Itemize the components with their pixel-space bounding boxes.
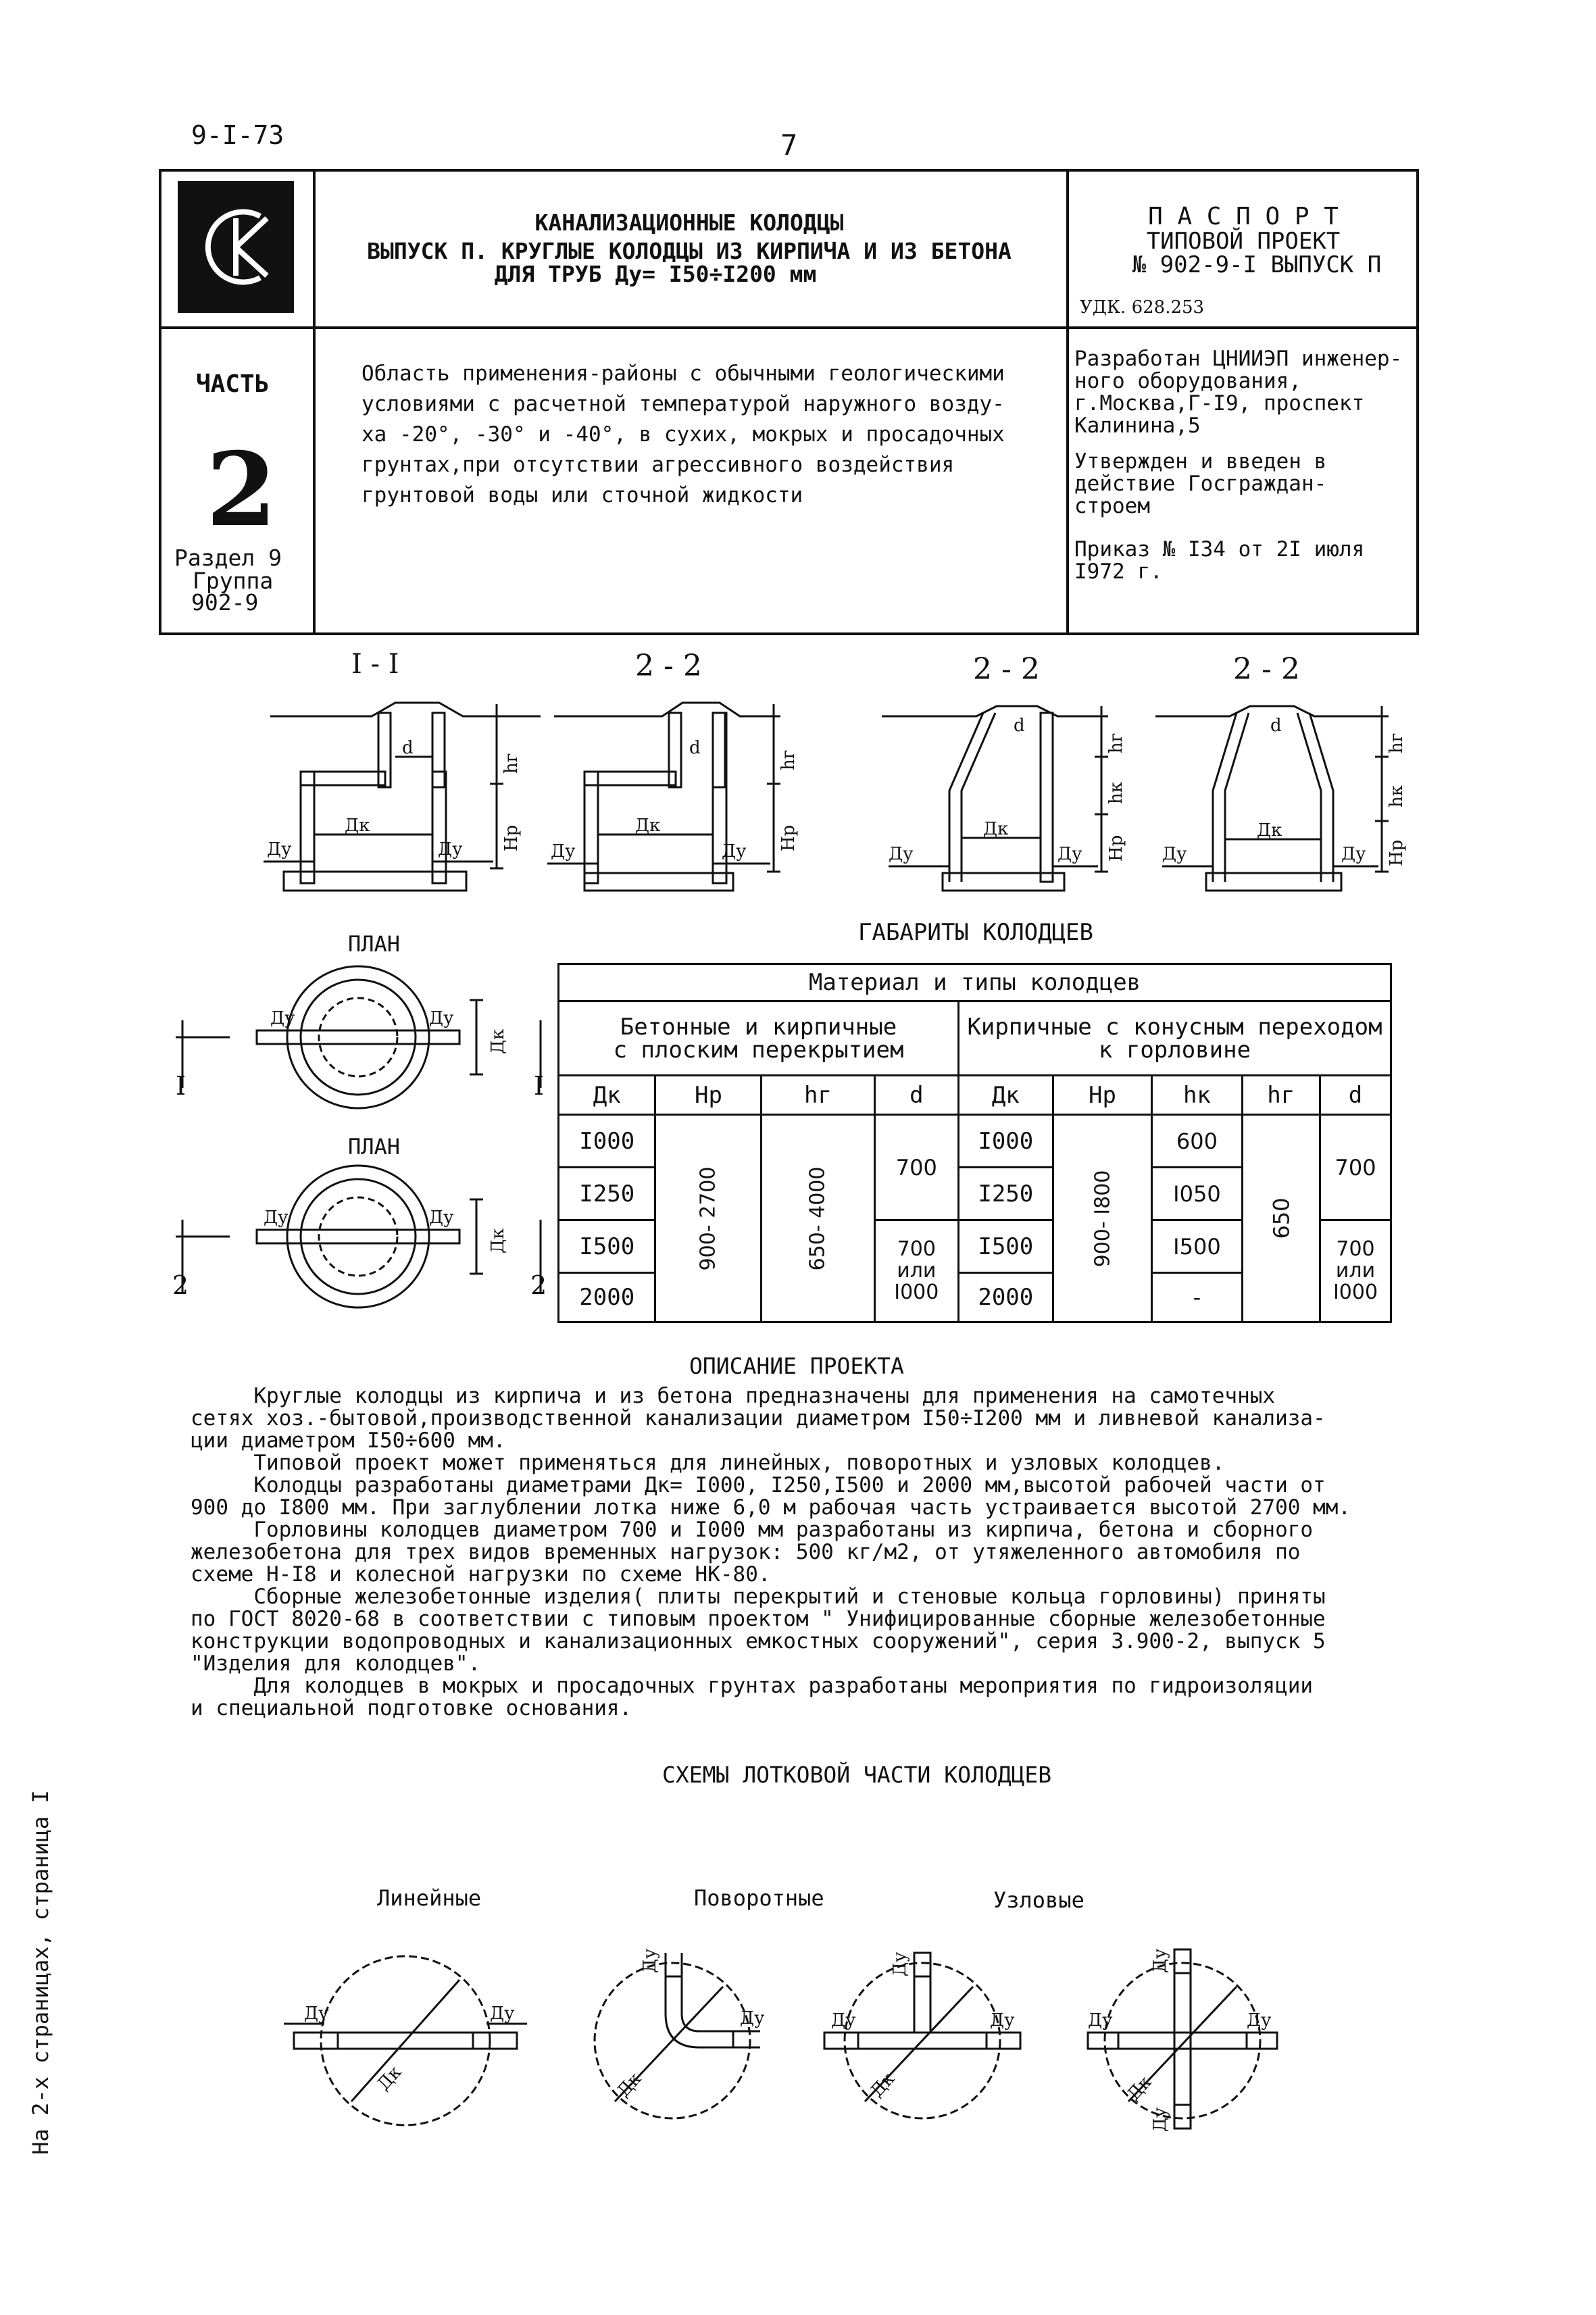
section-label-4: 2 - 2	[1233, 652, 1300, 687]
cell-dk: 2000	[559, 1273, 655, 1322]
description-title: ОПИСАНИЕ ПРОЕКТА	[689, 1353, 904, 1379]
udk-code: УДК. 628.253	[1080, 297, 1205, 318]
label-d: d	[1270, 716, 1282, 736]
scheme-label-turning: Поворотные	[694, 1885, 824, 1911]
label-hr: hг	[1106, 732, 1126, 753]
scope-line: грунтах,при отсутствии агрессивного воздействия	[361, 453, 955, 477]
description-line: Для колодцев в мокрых и просадочных грунтах разработаны мероприятия по гидроизоляции	[191, 1674, 1314, 1698]
description-line: "Изделия для колодцев".	[191, 1651, 481, 1676]
label-hp: Hр	[501, 824, 522, 851]
group-label: Группа	[193, 568, 274, 594]
section-label-3: 2 - 2	[973, 652, 1040, 687]
label-dk: Дк	[488, 1028, 508, 1054]
col-hr: hг	[762, 1076, 874, 1115]
developer-line: Калинина,5	[1074, 414, 1201, 438]
order-line: I972 г.	[1074, 559, 1163, 584]
label-d: d	[402, 738, 414, 758]
section-drawing-1-1	[264, 696, 568, 892]
cut-mark-2: 2	[172, 1270, 189, 1300]
title-line-3: ДЛЯ ТРУБ Ду= I50÷I200 мм	[494, 261, 817, 287]
scheme-nodal	[1081, 1933, 1284, 2149]
scope-line: Область применения-районы с обычными геологическими	[361, 362, 1005, 386]
description-line: и специальной подготовке основания.	[191, 1696, 632, 1720]
group-flat-header: Бетонные и кирпичные с плоским перекрытием	[559, 1001, 959, 1076]
label-du: Ду	[889, 844, 914, 864]
cell-dk: I000	[959, 1115, 1053, 1168]
col-dk: Дк	[559, 1076, 655, 1115]
cell-d: 700	[874, 1115, 958, 1220]
cell-dk: I000	[559, 1115, 655, 1168]
scheme-linear	[284, 1939, 527, 2142]
label-hp: Hр	[778, 824, 799, 851]
col-hr: hг	[1242, 1076, 1320, 1115]
cut-mark-1: I	[534, 1071, 545, 1101]
cell-hr-value: 650	[1242, 1115, 1320, 1322]
section-label-1: I - I	[351, 649, 399, 680]
col-hk: hк	[1152, 1076, 1242, 1115]
label-hr: hг	[778, 749, 799, 770]
description-line: железобетона для трех видов временных нагрузок: 500 кг/м2, от утяжеленного автомобиля по	[191, 1540, 1301, 1564]
section-label-2: 2 - 2	[635, 649, 702, 683]
margin-page-note: На 2-х страницах, страница I	[28, 1790, 53, 2155]
cell-hr-range: 650- 4000	[762, 1115, 874, 1322]
label-du: Ду	[1088, 2010, 1113, 2031]
approval-line: строем	[1074, 494, 1150, 518]
section-label: Раздел 9	[174, 545, 282, 571]
cell-hk: I050	[1152, 1168, 1242, 1220]
description-body	[191, 1385, 1407, 1720]
page-number: 7	[780, 128, 798, 161]
plan-drawing-2	[172, 1155, 554, 1324]
gabarity-table	[557, 963, 1392, 1323]
cell-dk: I500	[959, 1220, 1053, 1273]
scope-line: грунтовой воды или сточной жидкости	[361, 483, 803, 507]
label-du: Ду	[831, 2010, 856, 2031]
cell-dk: I250	[959, 1168, 1053, 1220]
passport-label: П А С П О Р Т	[1148, 203, 1339, 230]
scheme-label-linear: Линейные	[377, 1885, 482, 1911]
section-drawing-2-2-cone	[875, 696, 1172, 892]
label-dk: Дк	[983, 819, 1009, 839]
developer-line: г.Москва,Г-I9, проспект	[1074, 391, 1365, 416]
description-line: Горловины колодцев диаметром 700 и I000 мм разработаны из кирпича, бетона и сборного	[191, 1518, 1314, 1542]
label-d: d	[689, 738, 701, 758]
label-hk: hк	[1387, 785, 1407, 807]
label-d: d	[1014, 716, 1025, 736]
label-du: Ду	[722, 841, 747, 862]
description-line: по ГОСТ 8020-68 в соответствии с типовым проектом " Унифицированные сборные железобетонные	[191, 1607, 1326, 1631]
label-du: Ду	[1057, 844, 1082, 864]
label-dk: Дк	[635, 816, 661, 836]
label-du: Ду	[1247, 2010, 1272, 2031]
label-dk: Дк	[1257, 820, 1282, 841]
cell-d: 700	[1320, 1115, 1391, 1220]
approval-line: Утвержден и введен в	[1074, 449, 1327, 474]
label-hk: hк	[1106, 782, 1126, 804]
label-du: Ду	[264, 1208, 289, 1228]
section-drawing-2-2-flat	[547, 696, 845, 892]
cell-dk: I250	[559, 1168, 655, 1220]
label-hr: hг	[1387, 732, 1407, 753]
part-number: 2	[206, 430, 277, 549]
description-line: Сборные железобетонные изделия( плиты перекрытий и стеновые кольца горловины) приняты	[191, 1585, 1326, 1609]
description-line: Типовой проект может применяться для линейных, поворотных и узловых колодцев.	[191, 1451, 1225, 1475]
scope-line: условиями с расчетной температурой наружного возду-	[361, 392, 1005, 416]
label-dk: Дк	[613, 2068, 646, 2101]
label-dk: Дк	[373, 2062, 406, 2095]
passport-type: ТИПОВОЙ ПРОЕКТ	[1146, 228, 1341, 255]
label-du: Ду	[490, 2003, 515, 2024]
cell-hk: -	[1152, 1273, 1242, 1322]
label-du: Ду	[551, 841, 576, 862]
cell-hp-range: 900- I800	[1053, 1115, 1152, 1322]
cell-hk: I500	[1152, 1220, 1242, 1273]
label-dk: Дк	[1123, 2072, 1156, 2105]
cell-hk: 600	[1152, 1115, 1242, 1168]
title-line-2: ВЫПУСК П. КРУГЛЫЕ КОЛОДЦЫ ИЗ КИРПИЧА И ИЗ БЕТОНА	[367, 238, 1012, 264]
plan-label-1: ПЛАН	[348, 931, 401, 957]
label-du: Ду	[304, 2003, 329, 2024]
scope-line: ха -20°, -30° и -40°, в сухих, мокрых и просадочных	[361, 422, 1005, 447]
col-hp: Hр	[655, 1076, 762, 1115]
part-label: ЧАСТЬ	[196, 370, 270, 398]
label-hp: Hр	[1387, 839, 1407, 866]
cut-mark-2: 2	[530, 1270, 547, 1300]
label-du: Ду	[740, 2008, 765, 2028]
description-line: ции диаметром I50÷600 мм.	[191, 1428, 506, 1453]
document-code: 9-I-73	[191, 120, 284, 150]
label-du: Ду	[267, 839, 292, 860]
developer-line: Разработан ЦНИИЭП инженер-	[1074, 347, 1403, 371]
label-dk: Дк	[866, 2068, 899, 2101]
label-du: Ду	[990, 2010, 1015, 2031]
label-dk: Дк	[345, 816, 370, 836]
passport-number: № 902-9-I ВЫПУСК П	[1132, 251, 1382, 278]
gabarity-title: ГАБАРИТЫ КОЛОДЦЕВ	[858, 919, 1093, 946]
label-du: Ду	[640, 1948, 660, 1973]
order-line: Приказ № I34 от 2I июля	[1074, 537, 1365, 562]
scheme-label-nodal: Узловые	[993, 1887, 1084, 1913]
label-dk: Дк	[488, 1228, 508, 1253]
label-du: Ду	[1150, 2107, 1170, 2132]
col-d: d	[874, 1076, 958, 1115]
cell-hp-range: 900- 2700	[655, 1115, 762, 1322]
label-du: Ду	[270, 1008, 295, 1028]
label-du: Ду	[438, 839, 463, 860]
cell-dk: I500	[559, 1220, 655, 1273]
label-du: Ду	[429, 1008, 454, 1028]
group-cone-header: Кирпичные с конусным переходом к горловине	[959, 1001, 1391, 1076]
label-hp: Hр	[1106, 835, 1126, 862]
col-d: d	[1320, 1076, 1391, 1115]
description-line: Колодцы разработаны диаметрами Дк= I000, I250,I500 и 2000 мм,высотой рабочей части от	[191, 1473, 1326, 1497]
ck-logo	[178, 181, 294, 313]
description-line: конструкции водопроводных и канализационных емкостных сооружений", серия 3.900-2, выпуск 5	[191, 1629, 1326, 1653]
label-du: Ду	[1341, 844, 1366, 864]
developer-line: ного оборудования,	[1074, 369, 1301, 393]
scheme-turning-1	[584, 1939, 780, 2142]
cell-d-alt: 700 или I000	[874, 1220, 958, 1322]
group-code: 902-9	[191, 589, 259, 616]
col-dk: Дк	[959, 1076, 1053, 1115]
cell-dk: 2000	[959, 1273, 1053, 1322]
description-line: схеме Н-I8 и колесной нагрузки по схеме НК-80.	[191, 1562, 771, 1587]
description-line: Круглые колодцы из кирпича и из бетона предназначены для применения на самотечных	[191, 1384, 1276, 1408]
label-du: Ду	[890, 1951, 910, 1976]
col-hp: Hр	[1053, 1076, 1152, 1115]
schemes-title: СХЕМЫ ЛОТКОВОЙ ЧАСТИ КОЛОДЦЕВ	[662, 1762, 1052, 1788]
section-drawing-2-2-cone-symmetric	[1149, 696, 1432, 892]
plan-label-2: ПЛАН	[348, 1134, 401, 1160]
cut-mark-1: I	[176, 1071, 186, 1101]
label-du: Ду	[1162, 844, 1187, 864]
plan-drawing-1	[176, 960, 554, 1122]
label-hr: hг	[501, 753, 522, 774]
table-header: Материал и типы колодцев	[559, 964, 1391, 1001]
label-du: Ду	[429, 1208, 454, 1228]
approval-line: действие Госграждан-	[1074, 472, 1327, 496]
scheme-turning-2	[818, 1939, 1027, 2142]
description-line: сетях хоз.-бытовой,производственной канализации диаметром I50÷I200 мм и ливневой канализа-	[191, 1406, 1326, 1430]
label-du: Ду	[1150, 1948, 1170, 1973]
description-line: 900 до I800 мм. При заглублении лотка ниже 6,0 м рабочая часть устраивается высотой 2700 мм.	[191, 1495, 1351, 1520]
cell-d-alt: 700 или I000	[1320, 1220, 1391, 1322]
title-line-1: КАНАЛИЗАЦИОННЫЕ КОЛОДЦЫ	[534, 209, 844, 236]
